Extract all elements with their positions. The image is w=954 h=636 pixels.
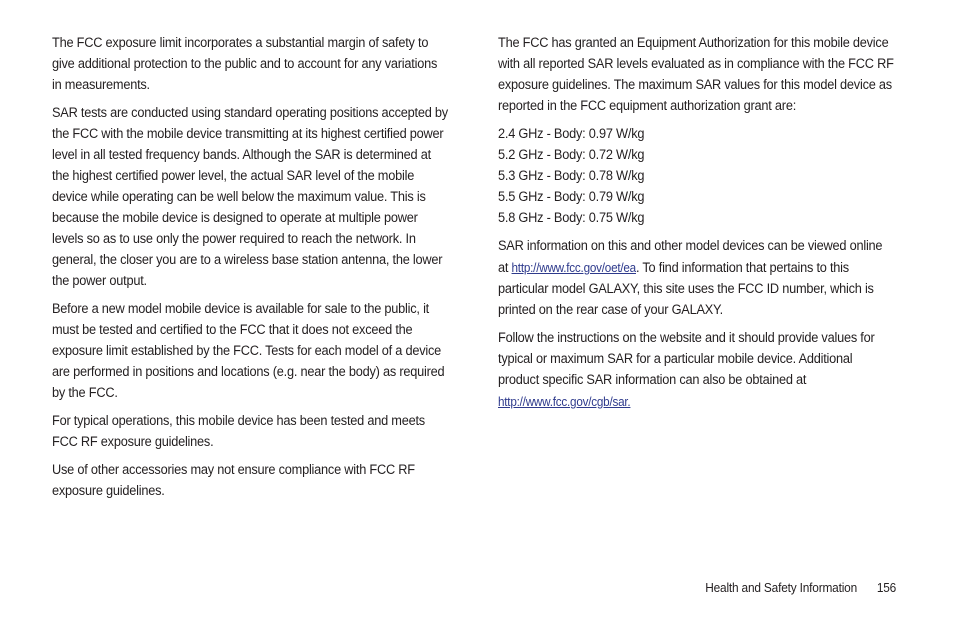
footer-section-title: Health and Safety Information [705,580,857,595]
page-footer [705,578,896,598]
sar-value-5-8ghz: 5.8 GHz - Body: 0.75 W/kg [498,210,645,226]
paragraph-sar-tests: SAR tests are conducted using standard operating positions accepted by the FCC with the mobile device transmitting at its highest certified power level in all tested frequency bands. Although the SAR is determined at the highest certified power level, the actual SAR level of the mobile device while operating can be well below the maximum value. This is because the mobile device is designed to operate at multiple power levels so as to use only the power required to reach the network. In general, the closer you are to a wireless base station antenna, the lower the power output. [52,105,448,289]
right-column [498,33,894,420]
sar-value-5-5ghz: 5.5 GHz - Body: 0.79 W/kg [498,189,645,205]
page-number: 156 [876,580,896,595]
fcc-cgb-sar-link[interactable]: http://www.fcc.gov/cgb/sar. [498,394,631,409]
paragraph-equipment-authorization: The FCC has granted an Equipment Authorization for this mobile device with all reported SAR levels evaluated as in compliance with the FCC RF exposure guidelines. The maximum SAR values for this model device as reported in the FCC equipment authorization grant are: [498,35,894,114]
fcc-oet-ea-link[interactable]: http://www.fcc.gov/oet/ea [511,260,636,275]
sar-info-text-after: . To find information that pertains to this particular model GALAXY, this site uses the FCC ID number, which is printed on the rear case of your GALAXY. [498,260,874,318]
paragraph-follow-instructions [498,328,894,413]
paragraph-accessories: Use of other accessories may not ensure compliance with FCC RF exposure guidelines. [52,462,415,499]
paragraph-certification: Before a new model mobile device is available for sale to the public, it must be tested and certified to the FCC that it does not exceed the exposure limit established by the FCC. Tests for each model of a device are performed in positions and locations (e.g. near the body) as required by the FCC. [52,301,445,401]
left-column [52,33,448,509]
paragraph-typical-operations: For typical operations, this mobile device has been tested and meets FCC RF exposure guidelines. [52,413,425,450]
sar-value-2-4ghz: 2.4 GHz - Body: 0.97 W/kg [498,126,645,142]
paragraph-exposure-limit: The FCC exposure limit incorporates a substantial margin of safety to give additional protection to the public and to account for any variations in measurements. [52,35,438,93]
sar-values-list [498,124,894,229]
sar-info-text-before: SAR information on this and other model devices can be viewed online at [498,238,883,276]
sar-value-5-2ghz: 5.2 GHz - Body: 0.72 W/kg [498,147,645,163]
paragraph-sar-information [498,236,894,321]
sar-value-5-3ghz: 5.3 GHz - Body: 0.78 W/kg [498,168,645,184]
follow-text-before: Follow the instructions on the website and it should provide values for typical or maximum SAR for a particular mobile device. Additional product specific SAR information can also be obtained at [498,330,875,388]
